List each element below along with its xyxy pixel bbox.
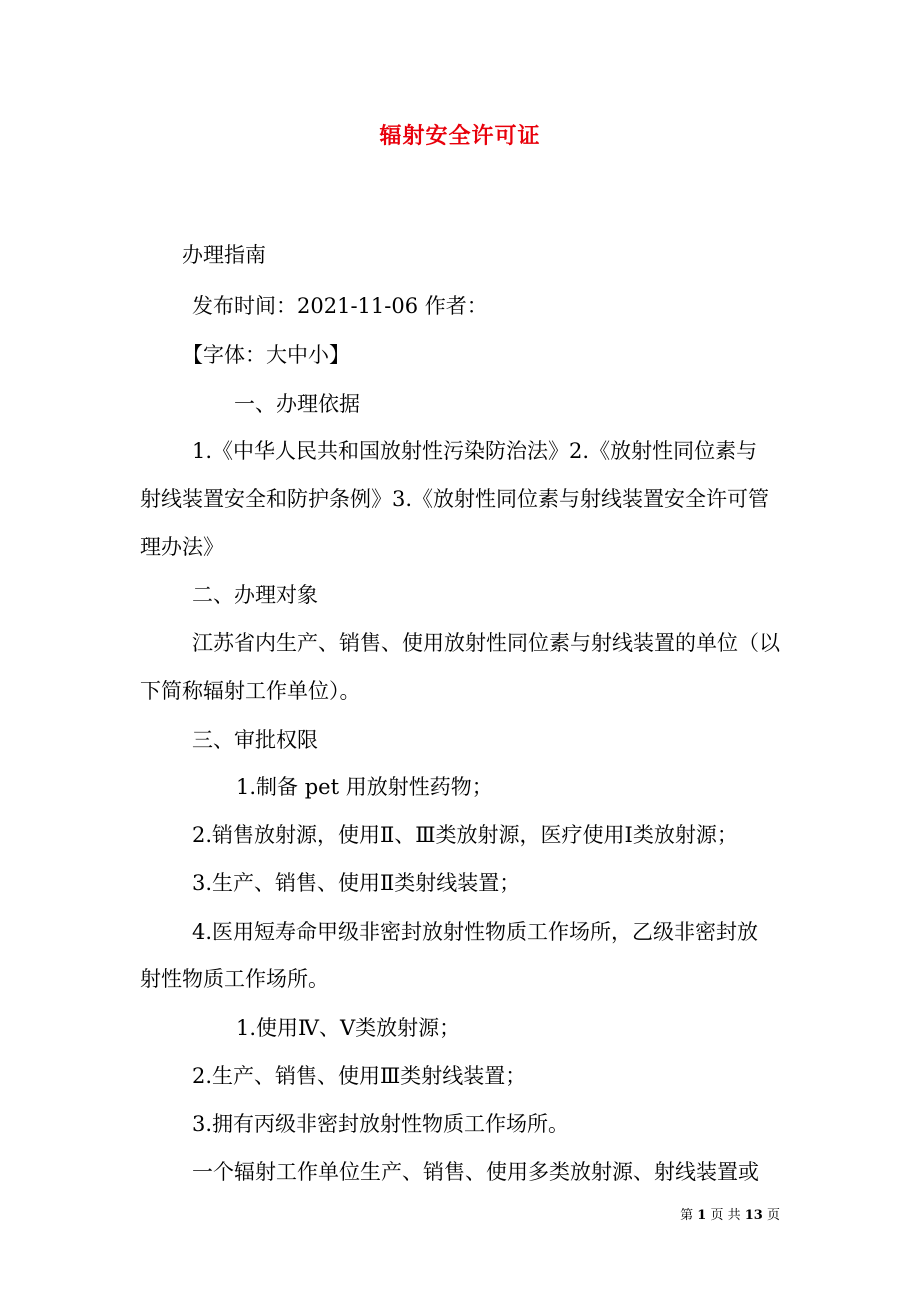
text-line-authority-3: 3.生产、销售、使用Ⅱ类射线装置；	[192, 871, 521, 895]
text-line-authority-2: 2.销售放射源，使用Ⅱ、Ⅲ类放射源，医疗使用Ⅰ类放射源；	[192, 823, 738, 847]
text-line-authority-9: 一个辐射工作单位生产、销售、使用多类放射源、射线装置或	[192, 1160, 759, 1184]
section-heading-objects: 二、办理对象	[192, 583, 318, 607]
text-line-authority-7: 2.生产、销售、使用Ⅲ类射线装置；	[192, 1064, 527, 1088]
text-line-authority-6: 1.使用Ⅳ、Ⅴ类放射源；	[236, 1016, 461, 1040]
section-heading-authority: 三、审批权限	[192, 728, 318, 752]
footer-total-pages: 13	[744, 1208, 763, 1223]
section-heading-basis: 一、办理依据	[234, 392, 360, 416]
text-line-authority-8: 3.拥有丙级非密封放射性物质工作场所。	[192, 1112, 570, 1136]
footer-page-number: 1	[697, 1208, 707, 1223]
page-footer	[680, 1206, 780, 1226]
document-title: 辐射安全许可证	[379, 123, 541, 149]
text-line-objects-1: 江苏省内生产、销售、使用放射性同位素与射线装置的单位（以	[192, 631, 780, 655]
text-line-basis-3: 理办法》	[140, 535, 224, 559]
text-line-publish-info: 发布时间：2021-11-06 作者：	[192, 294, 488, 318]
text-line-guide: 办理指南	[182, 243, 266, 267]
text-line-authority-1: 1.制备 pet 用放射性药物；	[236, 775, 493, 799]
text-line-basis-1: 1.《中华人民共和国放射性污染防治法》2.《放射性同位素与	[192, 439, 758, 463]
footer-prefix: 第	[680, 1208, 694, 1223]
text-line-font-size: 【字体：大中小】	[182, 343, 350, 367]
text-line-authority-5: 射性物质工作场所。	[140, 967, 329, 991]
text-line-objects-2: 下简称辐射工作单位）。	[140, 679, 361, 703]
footer-suffix: 页	[766, 1208, 780, 1223]
footer-middle: 页 共	[710, 1208, 741, 1223]
text-line-authority-4: 4.医用短寿命甲级非密封放射性物质工作场所，乙级非密封放	[192, 920, 759, 944]
text-line-basis-2: 射线装置安全和防护条例》3.《放射性同位素与射线装置安全许可管	[140, 487, 770, 511]
